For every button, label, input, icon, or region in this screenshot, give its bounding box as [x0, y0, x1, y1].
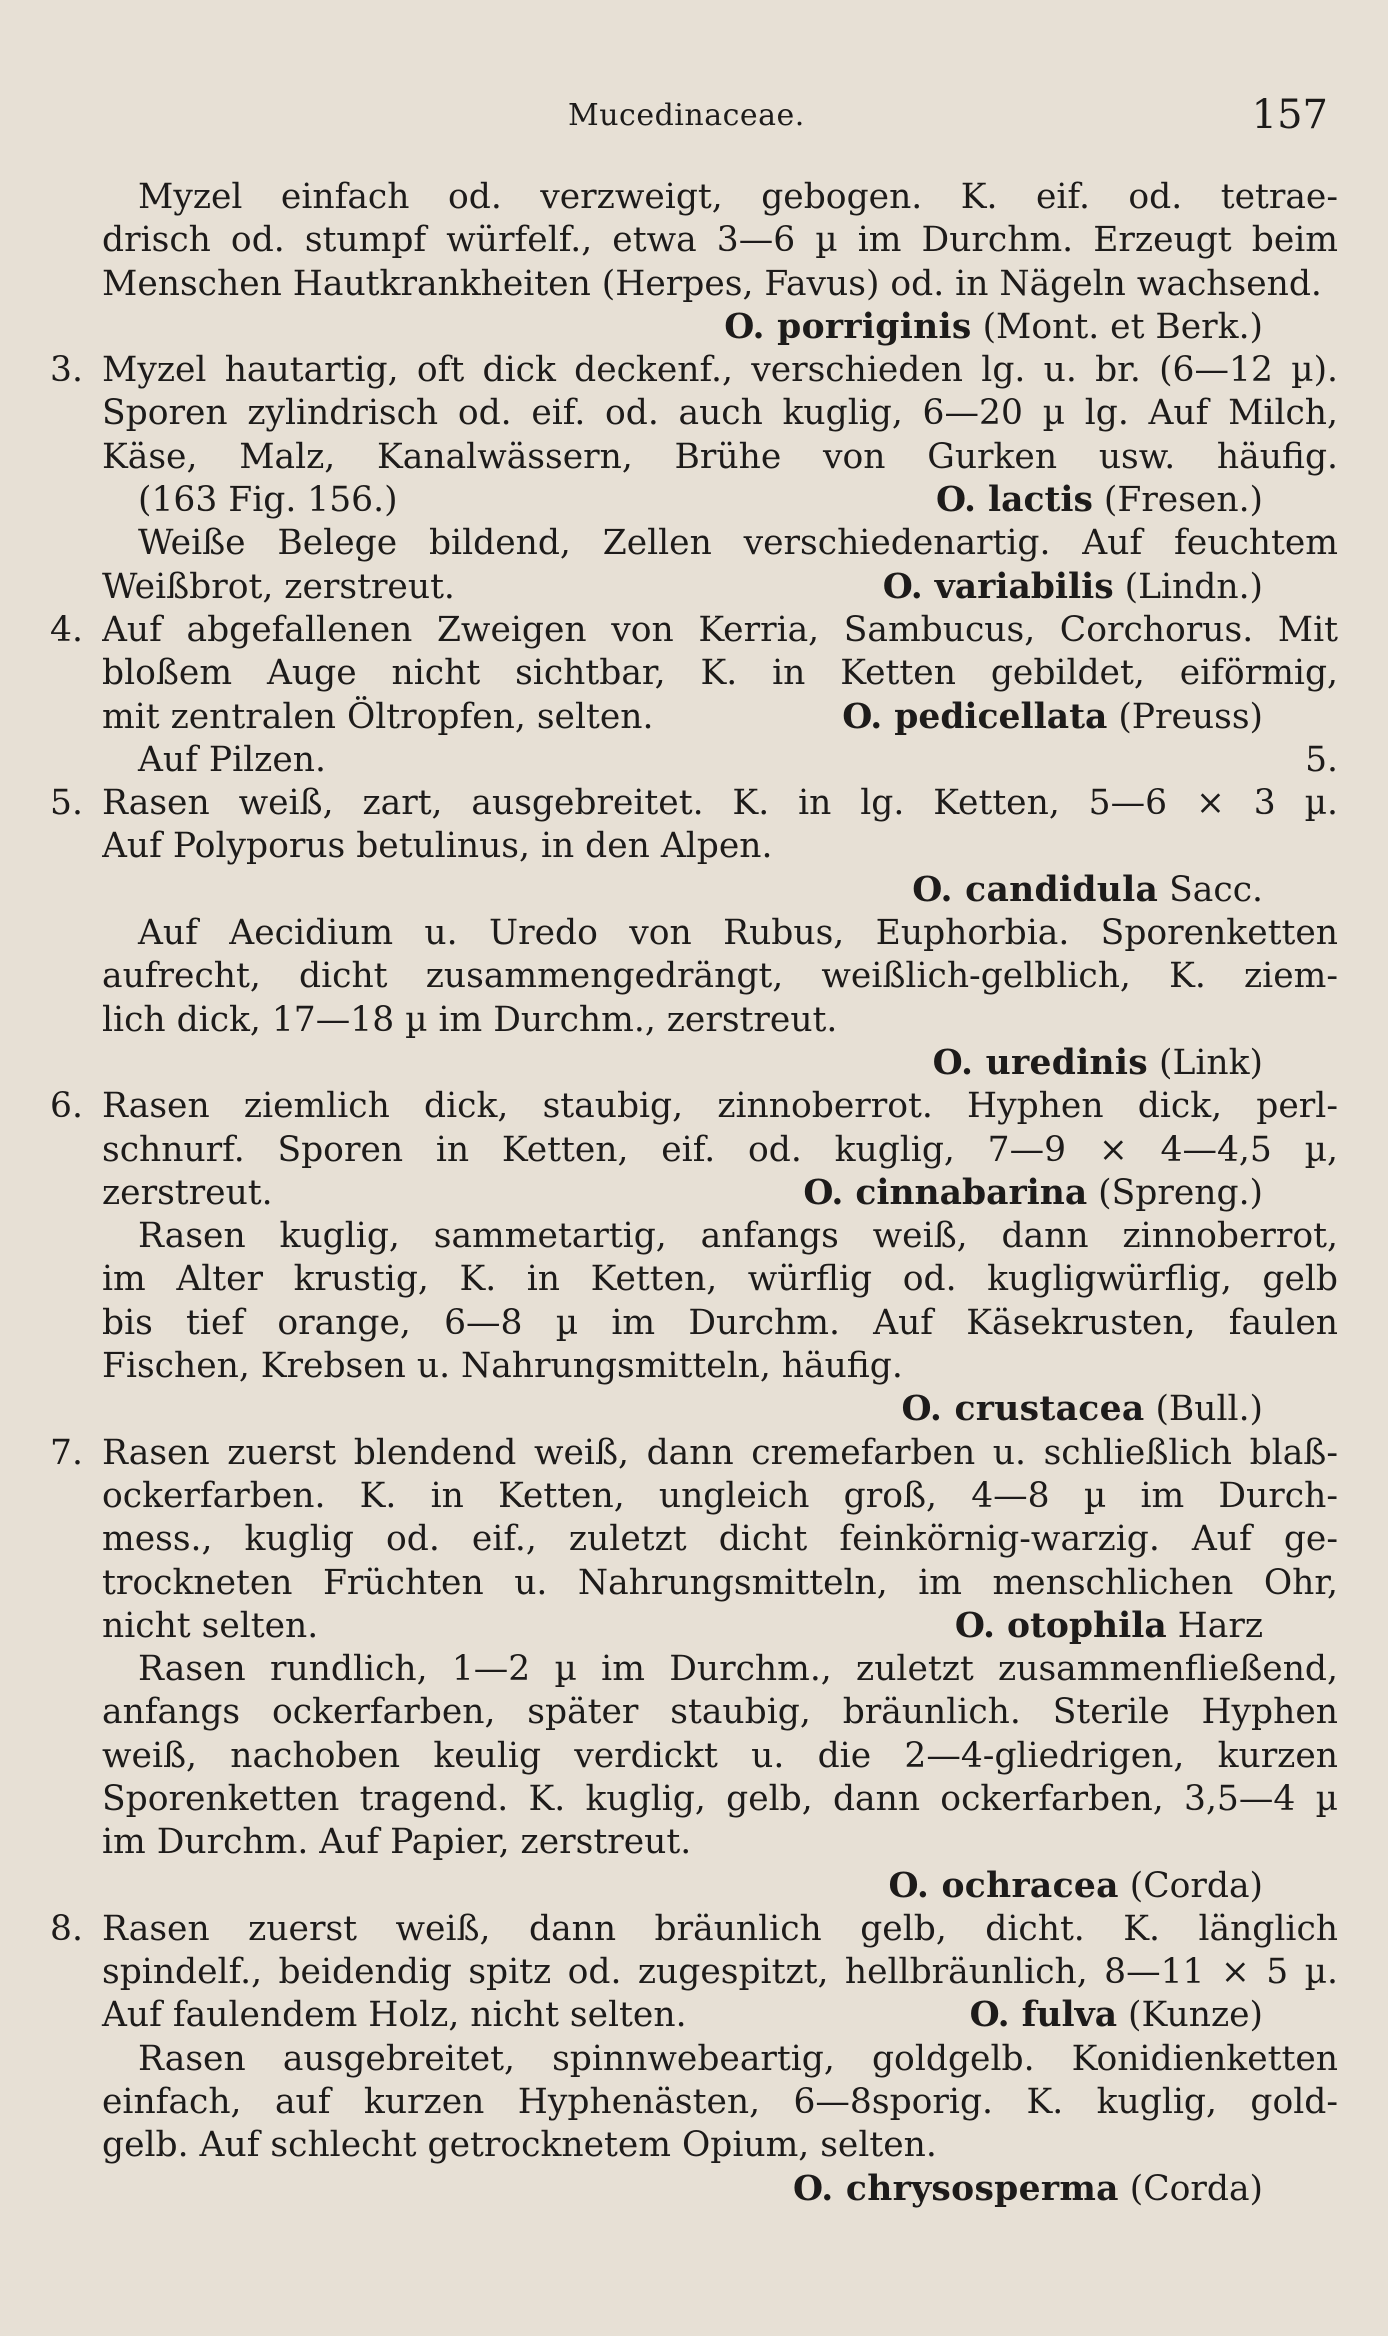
species-author: (Corda) — [1129, 2168, 1263, 2209]
text-line: trockneten Früchten u. Nahrungsmitteln, im menschlichen Ohr, — [102, 1562, 1338, 1603]
text-line: Weißbrot, zerstreut. — [102, 566, 455, 607]
text-line: bloßem Auge nicht sichtbar, K. in Ketten gebildet, eiförmig, — [102, 653, 1338, 694]
couplet-number: 4. — [50, 609, 83, 650]
key-couplet — [50, 349, 1338, 522]
text-line: Rasen kuglig, sammetartig, anfangs weiß, dann zinnoberrot, — [138, 1216, 1338, 1257]
key-alternative — [56, 1215, 1338, 1431]
text-line: Auf abgefallenen Zweigen von Kerria, Sambucus, Corchorus. Mit — [102, 609, 1338, 650]
species-author: (Kunze) — [1128, 1995, 1263, 2036]
text-line: nicht selten. — [102, 1605, 319, 1646]
couplet-number: 7. — [50, 1432, 83, 1473]
species-binomial: O. crustacea — [901, 1389, 1145, 1430]
key-alternative — [56, 176, 1338, 349]
text-line: Fischen, Krebsen u. Nahrungsmitteln, häufig. — [102, 1346, 903, 1387]
key-alternative — [56, 1648, 1338, 1908]
text-line: (163 Fig. 156.) — [138, 480, 398, 521]
species-name — [936, 479, 1338, 522]
key-text — [50, 176, 1338, 2211]
text-line: Käse, Malz, Kanalwässern, Brühe von Gurken usw. häufig. — [102, 436, 1338, 477]
text-line: im Durchm. Auf Papier, zerstreut. — [102, 1822, 692, 1863]
species-author: (Lindn.) — [1124, 566, 1263, 607]
key-couplet — [50, 1432, 1338, 1648]
key-alternative — [56, 912, 1338, 1085]
species-binomial: O. lactis — [935, 480, 1093, 521]
text-line: aufrecht, dicht zusammengedrängt, weißlich-gelblich, K. ziem- — [102, 956, 1338, 997]
text-line: gelb. Auf schlecht getrocknetem Opium, selten. — [102, 2125, 937, 2166]
text-line: Auf faulendem Holz, nicht selten. — [102, 1995, 687, 2036]
running-head — [0, 92, 1388, 142]
text-line: einfach, auf kurzen Hyphenästen, 6—8sporig. K. kuglig, gold- — [102, 2082, 1338, 2123]
couplet-number: 6. — [50, 1086, 83, 1127]
key-alternative — [56, 522, 1338, 609]
species-author: (Bull.) — [1155, 1389, 1263, 1430]
text-line: Menschen Hautkrankheiten (Herpes, Favus) od. in Nägeln wachsend. — [102, 263, 1322, 304]
species-author: Harz — [1177, 1605, 1263, 1646]
text-line: anfangs ockerfarben, später staubig, bräunlich. Sterile Hyphen — [102, 1692, 1338, 1733]
text-line: Sporenketten tragend. K. kuglig, gelb, dann ockerfarben, 3,5—4 µ — [102, 1778, 1338, 1819]
text-line: mit zentralen Öltropfen, selten. — [102, 696, 654, 737]
page-number: 157 — [1251, 92, 1328, 138]
text-line: schnurf. Sporen in Ketten, eif. od. kuglig, 7—9 × 4—4,5 µ, — [102, 1129, 1338, 1170]
species-author: (Mont. et Berk.) — [982, 306, 1263, 347]
species-name — [102, 2168, 1338, 2211]
species-author: (Link) — [1159, 1042, 1263, 1083]
species-name — [1305, 739, 1338, 782]
species-binomial: O. variabilis — [882, 566, 1114, 607]
key-couplet — [50, 782, 1338, 912]
text-line: Rasen weiß, zart, ausgebreitet. K. in lg. Ketten, 5—6 × 3 µ. — [102, 783, 1338, 824]
species-author: (Spreng.) — [1098, 1172, 1263, 1213]
species-binomial: O. fulva — [969, 1995, 1118, 2036]
species-binomial: O. otophila — [954, 1605, 1167, 1646]
key-couplet — [50, 1085, 1338, 1215]
text-line-with-species — [102, 1605, 1338, 1648]
text-line: ockerfarben. K. in Ketten, ungleich groß, 4—8 µ im Durch- — [102, 1475, 1338, 1516]
key-alternative — [56, 2038, 1338, 2211]
species-name — [883, 566, 1338, 609]
text-line: Auf Pilzen. — [138, 739, 326, 780]
species-binomial: O. cinnabarina — [803, 1172, 1088, 1213]
couplet-reference: 5. — [1305, 739, 1338, 780]
text-line: lich dick, 17—18 µ im Durchm., zerstreut. — [102, 999, 838, 1040]
text-line: zerstreut. — [102, 1172, 273, 1213]
species-name — [970, 1994, 1338, 2037]
species-author: (Fresen.) — [1103, 480, 1263, 521]
species-binomial: O. chrysosperma — [792, 2168, 1119, 2209]
text-line: drisch od. stumpf würfelf., etwa 3—6 µ im Durchm. Erzeugt beim — [102, 220, 1338, 261]
species-binomial: O. ochracea — [888, 1865, 1119, 1906]
text-line: Rasen ausgebreitet, spinnwebeartig, goldgelb. Konidienketten — [138, 2038, 1338, 2079]
species-name — [102, 1042, 1338, 1085]
species-name — [102, 1865, 1338, 1908]
species-name — [102, 869, 1338, 912]
species-author: Sacc. — [1169, 869, 1263, 910]
species-name — [102, 1388, 1338, 1431]
text-line: weiß, nachoben keulig verdickt u. die 2—4-gliedrigen, kurzen — [102, 1735, 1338, 1776]
text-line: Auf Polyporus betulinus, in den Alpen. — [102, 826, 773, 867]
text-line: Rasen rundlich, 1—2 µ im Durchm., zuletzt zusammenfließend, — [138, 1649, 1338, 1690]
text-line: Sporen zylindrisch od. eif. od. auch kuglig, 6—20 µ lg. Auf Milch, — [102, 393, 1338, 434]
text-line: Rasen zuerst weiß, dann bräunlich gelb, dicht. K. länglich — [102, 1908, 1338, 1949]
text-line: Auf Aecidium u. Uredo von Rubus, Euphorbia. Sporenketten — [138, 913, 1338, 954]
couplet-number: 5. — [50, 783, 83, 824]
text-line: Myzel einfach od. verzweigt, gebogen. K. eif. od. tetrae- — [138, 177, 1338, 217]
text-line: Rasen zuerst blendend weiß, dann cremefarben u. schließlich blaß- — [102, 1432, 1338, 1473]
text-line-with-species — [102, 696, 1338, 739]
species-name — [102, 306, 1338, 349]
key-alternative — [56, 739, 1338, 782]
species-name — [955, 1605, 1338, 1648]
running-title: Mucedinaceae. — [568, 98, 805, 133]
couplet-number: 8. — [50, 1908, 83, 1949]
species-name — [803, 1172, 1338, 1215]
text-line-with-species — [102, 739, 1338, 782]
couplet-number: 3. — [50, 350, 83, 391]
text-line-with-species — [102, 479, 1338, 522]
text-line: Rasen ziemlich dick, staubig, zinnoberrot. Hyphen dick, perl- — [102, 1086, 1338, 1127]
species-author: (Corda) — [1129, 1865, 1263, 1906]
species-binomial: O. uredinis — [932, 1042, 1149, 1083]
text-line: Myzel hautartig, oft dick deckenf., verschieden lg. u. br. (6—12 µ). — [102, 350, 1338, 391]
text-line: spindelf., beidendig spitz od. zugespitzt, hellbräunlich, 8—11 × 5 µ. — [102, 1952, 1338, 1993]
text-line-with-species — [102, 1994, 1338, 2037]
text-line: Weiße Belege bildend, Zellen verschiedenartig. Auf feuchtem — [138, 523, 1338, 564]
text-line: im Alter krustig, K. in Ketten, würflig od. kugligwürflig, gelb — [102, 1259, 1338, 1300]
species-author: (Preuss) — [1118, 696, 1263, 737]
text-line: bis tief orange, 6—8 µ im Durchm. Auf Käsekrusten, faulen — [102, 1302, 1338, 1343]
species-binomial: O. porriginis — [724, 306, 972, 347]
text-line: mess., kuglig od. eif., zuletzt dicht feinkörnig-warzig. Auf ge- — [102, 1519, 1338, 1560]
species-name — [842, 696, 1338, 739]
key-couplet — [50, 609, 1338, 739]
text-line-with-species — [102, 1172, 1338, 1215]
key-couplet — [50, 1908, 1338, 2038]
species-binomial: O. candidula — [912, 869, 1159, 910]
text-line-with-species — [102, 566, 1338, 609]
species-binomial: O. pedicellata — [842, 696, 1108, 737]
